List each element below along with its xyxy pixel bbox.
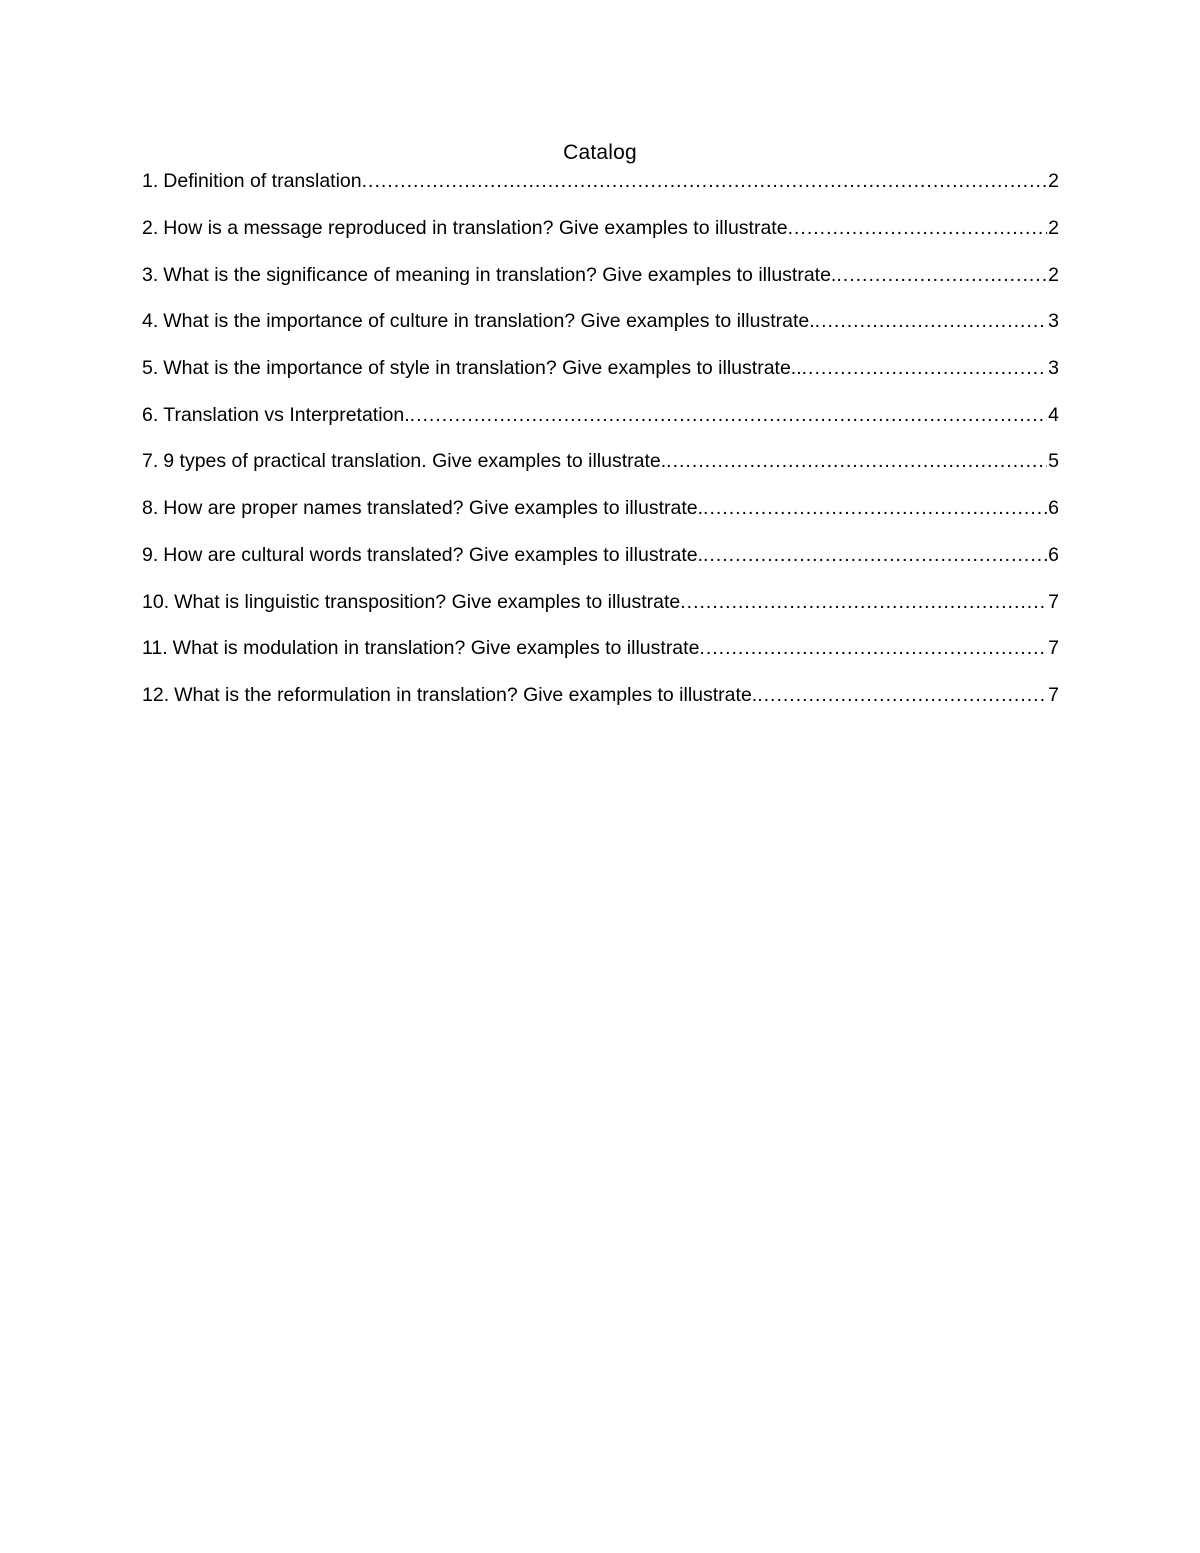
toc-entry-page: 7: [1048, 590, 1059, 613]
toc-entry[interactable]: [142, 400, 1059, 447]
toc-entry-page: 3: [1048, 310, 1059, 333]
toc-entry[interactable]: [142, 166, 1059, 213]
toc-entry-number: 11.: [142, 637, 168, 660]
toc-entry-page: 2: [1048, 170, 1059, 192]
toc-dot-leader: [362, 166, 1048, 196]
toc-entry-number: 9.: [142, 543, 159, 566]
toc-dot-leader: [788, 213, 1048, 243]
toc-entry-number: 7.: [142, 450, 159, 473]
toc-entry-page: 5: [1048, 450, 1059, 473]
toc-entry-text: What is the importance of culture in translation? Give examples to illustrate.: [163, 310, 815, 333]
toc-entry-text: What is the importance of style in translation? Give examples to illustrate..: [163, 357, 802, 380]
toc-entry-text: What is the reformulation in translation? Give examples to illustrate.: [174, 683, 758, 706]
toc-entry-text: What is modulation in translation? Give examples to illustrate: [172, 637, 700, 660]
toc-entry-number: 1.: [142, 170, 159, 192]
toc-entry-page: 7: [1048, 637, 1059, 660]
toc-entry[interactable]: [142, 260, 1059, 307]
toc-entry[interactable]: [142, 633, 1059, 680]
toc-entry-page: 2: [1048, 217, 1059, 239]
toc-dot-leader: [680, 587, 1047, 617]
toc-entry-number: 4.: [142, 310, 159, 333]
toc-dot-leader: [699, 633, 1047, 663]
toc-entry[interactable]: [142, 493, 1059, 540]
toc-dot-leader: [410, 400, 1047, 430]
toc-entry-text: 9 types of practical translation. Give examples to illustrate.: [163, 450, 667, 473]
toc-dot-leader: [666, 446, 1047, 476]
toc-entry-text: How are cultural words translated? Give examples to illustrate.: [163, 543, 704, 566]
toc-entry-text: What is linguistic transposition? Give examples to illustrate: [174, 590, 681, 613]
toc-entry[interactable]: [142, 306, 1059, 353]
toc-entry[interactable]: [142, 680, 1059, 727]
toc-list: [142, 166, 1059, 727]
toc-dot-leader: [815, 306, 1047, 336]
toc-entry-page: 3: [1048, 357, 1059, 380]
toc-entry[interactable]: [142, 587, 1059, 634]
toc-entry-number: 2.: [142, 217, 159, 239]
toc-entry[interactable]: [142, 540, 1059, 587]
toc-dot-leader: [703, 493, 1047, 523]
toc-dot-leader: [757, 680, 1047, 710]
toc-dot-leader: [802, 353, 1048, 383]
toc-entry-page: 2: [1048, 263, 1059, 286]
toc-entry-page: 6: [1048, 543, 1059, 566]
toc-entry-text: How is a message reproduced in translation? Give examples to illustrate: [163, 217, 788, 239]
toc-entry-number: 10.: [142, 590, 170, 613]
toc-entry-text: What is the significance of meaning in translation? Give examples to illustrate.: [163, 263, 837, 286]
toc-entry-page: 4: [1048, 403, 1059, 426]
toc-entry-number: 6.: [142, 403, 159, 426]
toc-dot-leader: [836, 260, 1047, 290]
toc-entry[interactable]: [142, 353, 1059, 400]
toc-title: Catalog: [563, 141, 637, 164]
toc-entry-text: How are proper names translated? Give examples to illustrate.: [163, 497, 704, 520]
toc-entry-page: 7: [1048, 683, 1059, 706]
toc-entry-number: 12.: [142, 683, 170, 706]
toc-entry-page: 6: [1048, 497, 1059, 520]
toc-entry[interactable]: [142, 446, 1059, 493]
toc-dot-leader: [703, 540, 1047, 570]
toc-entry-number: 3.: [142, 263, 159, 286]
toc-entry[interactable]: [142, 213, 1059, 260]
toc-entry-text: Translation vs Interpretation.: [163, 403, 410, 426]
toc-entry-text: Definition of translation: [163, 170, 362, 192]
toc-entry-number: 8.: [142, 497, 159, 520]
toc-entry-number: 5.: [142, 357, 159, 380]
